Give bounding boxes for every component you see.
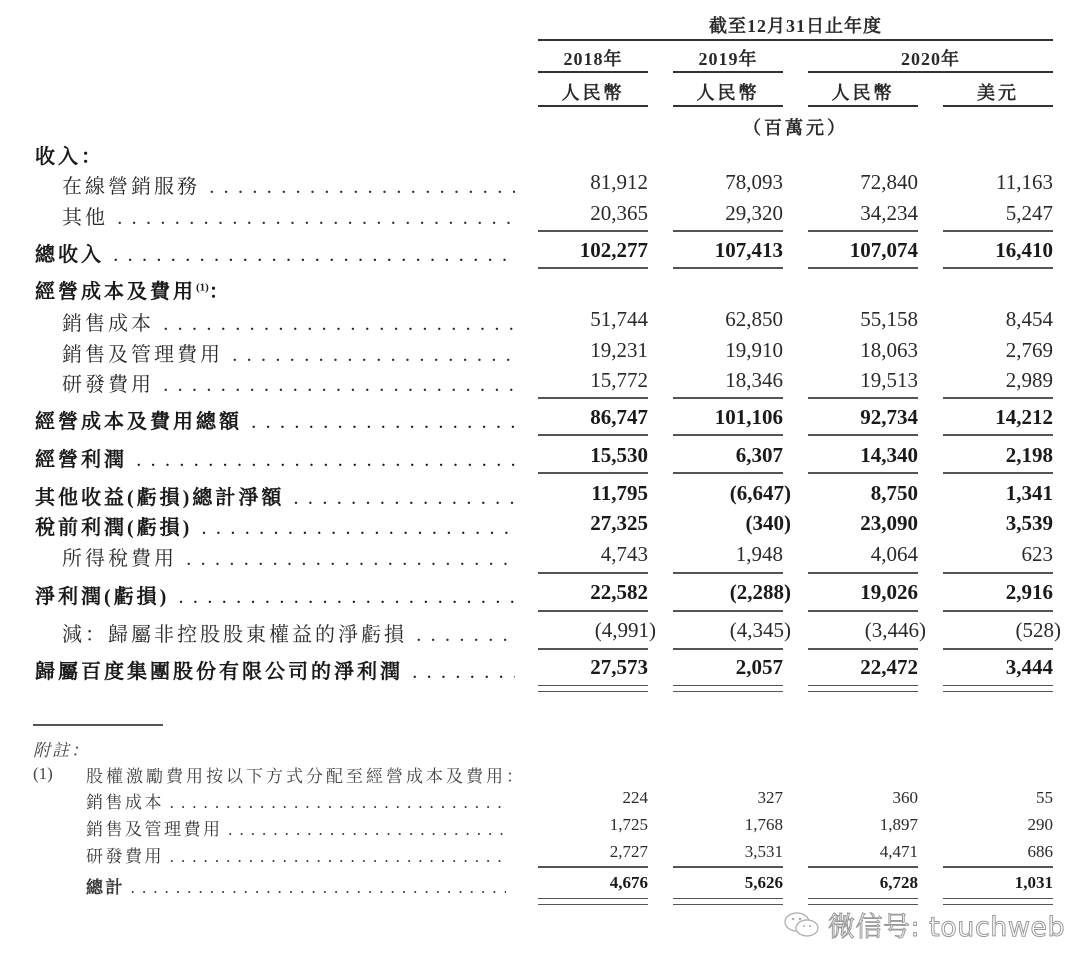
cell: 6,728 (879, 873, 918, 892)
row-label: 經營利潤 . . . (35, 443, 515, 472)
table-row (0, 201, 1080, 231)
note-number: (1) (33, 764, 53, 783)
rule (538, 434, 648, 436)
rule (538, 230, 648, 232)
cell: 1,031 (1014, 873, 1053, 892)
notes-separator (33, 724, 163, 726)
rule (808, 267, 918, 269)
rule (538, 71, 648, 73)
rule (808, 866, 918, 868)
rule (808, 397, 918, 399)
cell: 623 (1021, 542, 1053, 566)
cell: 27,325 (590, 511, 648, 535)
cell: 11,795 (591, 481, 648, 505)
cell: 107,074 (849, 238, 918, 262)
double-rule (673, 685, 783, 692)
notes-title: 附註： (33, 741, 90, 760)
rule (943, 397, 1053, 399)
cell: 20,365 (590, 201, 648, 225)
cell: 19,231 (590, 338, 648, 362)
rule (538, 397, 648, 399)
rule (673, 71, 783, 73)
rule (943, 230, 1053, 232)
cell: (6,647) (729, 481, 791, 505)
table-row (0, 443, 1080, 473)
rule (673, 648, 783, 650)
cell: 72,840 (860, 170, 918, 194)
table-row (0, 368, 1080, 398)
table-row (0, 580, 1080, 610)
cell: 3,444 (1005, 655, 1053, 679)
table-row (0, 511, 1080, 541)
double-rule (673, 898, 783, 905)
rule (538, 610, 648, 612)
rule (673, 397, 783, 399)
row-label: 經營成本及費用總額 . . . (35, 405, 515, 434)
cell: 34,234 (860, 201, 918, 225)
rule (808, 71, 1053, 73)
row-label: 所得稅費用 . . . (62, 542, 515, 571)
rule (808, 472, 918, 474)
cell: 55 (1036, 788, 1053, 807)
cell: 4,064 (870, 542, 918, 566)
row-label: 在線營銷服務 . . . (62, 170, 515, 199)
cell: (4,345) (729, 618, 791, 642)
double-rule (538, 898, 648, 905)
cell: 8,454 (1005, 307, 1053, 331)
currency-col3: 人民幣 (831, 83, 895, 103)
cell: 5,247 (1005, 201, 1053, 225)
note-row-label: 研發費用 . . . (86, 842, 506, 867)
cell: 81,912 (590, 170, 648, 194)
year-2019: 2019年 (698, 49, 758, 69)
cell: 2,989 (1005, 368, 1053, 392)
table-row (0, 618, 1080, 648)
cell: 3,539 (1005, 511, 1053, 535)
cell: 15,530 (590, 443, 648, 467)
table-row (0, 405, 1080, 435)
cell: 5,626 (744, 873, 783, 892)
rule (538, 105, 648, 107)
rule (538, 572, 648, 574)
rule (808, 572, 918, 574)
rule (943, 866, 1053, 868)
cell: 18,346 (725, 368, 783, 392)
table-row (0, 481, 1080, 511)
cell: 1,341 (1005, 481, 1053, 505)
footnote-ref: (1) (196, 281, 209, 294)
cell: 16,410 (995, 238, 1053, 262)
note-row-label: 銷售及管理費用 . . . (86, 815, 506, 840)
watermark-text: 微信号: touchweb (828, 912, 1066, 943)
cell: 3,531 (744, 842, 783, 861)
table-row (0, 170, 1080, 200)
rule (943, 267, 1053, 269)
currency-col1: 人民幣 (561, 83, 625, 103)
note-row (0, 788, 1080, 814)
cell: 19,513 (860, 368, 918, 392)
rule (538, 472, 648, 474)
cell: 15,772 (590, 368, 648, 392)
row-label: 淨利潤(虧損) . . . (35, 580, 515, 609)
rule (673, 230, 783, 232)
cell: 19,910 (725, 338, 783, 362)
row-label: 總收入 . . . (35, 238, 515, 267)
cell: 22,472 (860, 655, 918, 679)
row-label: 減：歸屬非控股股東權益的淨虧損 . . . (62, 618, 515, 647)
cell: 1,897 (879, 815, 918, 834)
note-row-label: 銷售成本 . . . (86, 788, 506, 813)
rule (808, 105, 918, 107)
cell: (4,991) (594, 618, 656, 642)
note-row (0, 842, 1080, 868)
currency-col2: 人民幣 (696, 83, 760, 103)
cell: 6,307 (735, 443, 783, 467)
rule (538, 267, 648, 269)
cell: 62,850 (725, 307, 783, 331)
cell: 101,106 (714, 405, 783, 429)
rule (673, 472, 783, 474)
rule (943, 572, 1053, 574)
note-description: 股權激勵費用按以下方式分配至經營成本及費用： (86, 767, 526, 786)
rule (943, 648, 1053, 650)
cell: 686 (1027, 842, 1053, 861)
rule (673, 610, 783, 612)
cell: 23,090 (860, 511, 918, 535)
rule (673, 105, 783, 107)
table-row (0, 338, 1080, 368)
rule (673, 267, 783, 269)
rule (673, 866, 783, 868)
cell: 1,948 (735, 542, 783, 566)
cell: 86,747 (590, 405, 648, 429)
row-label: 稅前利潤(虧損) . . . (35, 511, 515, 540)
cell: 14,212 (995, 405, 1053, 429)
rule (808, 434, 918, 436)
cell: 327 (757, 788, 783, 807)
cell: (2,288) (729, 580, 791, 604)
cell: 27,573 (590, 655, 648, 679)
cell: 18,063 (860, 338, 918, 362)
cell: (3,446) (864, 618, 926, 642)
cell: 11,163 (996, 170, 1053, 194)
year-2018: 2018年 (563, 49, 623, 69)
cell: (340) (745, 511, 791, 535)
note-row-label: 總計 . . . (86, 873, 506, 898)
cell: 22,582 (590, 580, 648, 604)
cell: 4,471 (879, 842, 918, 861)
unit-label: （百萬元） (743, 118, 848, 138)
cell: 224 (622, 788, 648, 807)
cell: 102,277 (579, 238, 648, 262)
rule (673, 572, 783, 574)
note-row (0, 873, 1080, 899)
table-row (0, 140, 1080, 170)
double-rule (808, 898, 918, 905)
cell: 78,093 (725, 170, 783, 194)
table-row (0, 275, 1080, 305)
row-label: 經營成本及費用$^{(1)}$： (35, 281, 232, 303)
double-rule (943, 685, 1053, 692)
cell: 4,743 (600, 542, 648, 566)
cell: 8,750 (870, 481, 918, 505)
cell: 51,744 (590, 307, 648, 331)
cell: 55,158 (860, 307, 918, 331)
cell: 19,026 (860, 580, 918, 604)
period-title: 截至12月31日止年度 (709, 16, 882, 36)
rule (943, 472, 1053, 474)
cell: 2,727 (609, 842, 648, 861)
row-label: 其他收益(虧損)總計淨額 . . . (35, 481, 515, 510)
table-row (0, 238, 1080, 268)
cell: 14,340 (860, 443, 918, 467)
table-row (0, 307, 1080, 337)
row-label: 收入： (35, 146, 104, 168)
rule (538, 648, 648, 650)
wechat-icon (782, 910, 822, 940)
cell: 2,769 (1005, 338, 1053, 362)
cell: 290 (1027, 815, 1053, 834)
cell: 4,676 (609, 873, 648, 892)
cell: 29,320 (725, 201, 783, 225)
table-row (0, 655, 1080, 685)
rule (538, 866, 648, 868)
row-label: 銷售成本 . . . (62, 307, 515, 336)
rule (808, 648, 918, 650)
note-row (0, 815, 1080, 841)
double-rule (808, 685, 918, 692)
double-rule (943, 898, 1053, 905)
row-label: 歸屬百度集團股份有限公司的淨利潤 . . . (35, 655, 515, 684)
watermark (782, 905, 1065, 944)
cell: (528) (1015, 618, 1061, 642)
cell: 2,916 (1005, 580, 1053, 604)
cell: 2,198 (1005, 443, 1053, 467)
rule (808, 610, 918, 612)
row-label: 其他 . . . (62, 201, 515, 230)
cell: 360 (892, 788, 918, 807)
rule (943, 434, 1053, 436)
header-top-rule (538, 39, 1053, 41)
cell: 1,725 (609, 815, 648, 834)
cell: 92,734 (860, 405, 918, 429)
cell: 107,413 (714, 238, 783, 262)
row-label: 研發費用 . . . (62, 368, 515, 397)
cell: 1,768 (744, 815, 783, 834)
currency-col4: 美元 (977, 83, 1019, 103)
double-rule (538, 685, 648, 692)
rule (673, 434, 783, 436)
year-2020: 2020年 (901, 49, 960, 69)
rule (943, 610, 1053, 612)
rule (943, 105, 1053, 107)
row-label: 銷售及管理費用 . . . (62, 338, 515, 367)
rule (808, 230, 918, 232)
cell: 2,057 (735, 655, 783, 679)
table-row (0, 542, 1080, 572)
